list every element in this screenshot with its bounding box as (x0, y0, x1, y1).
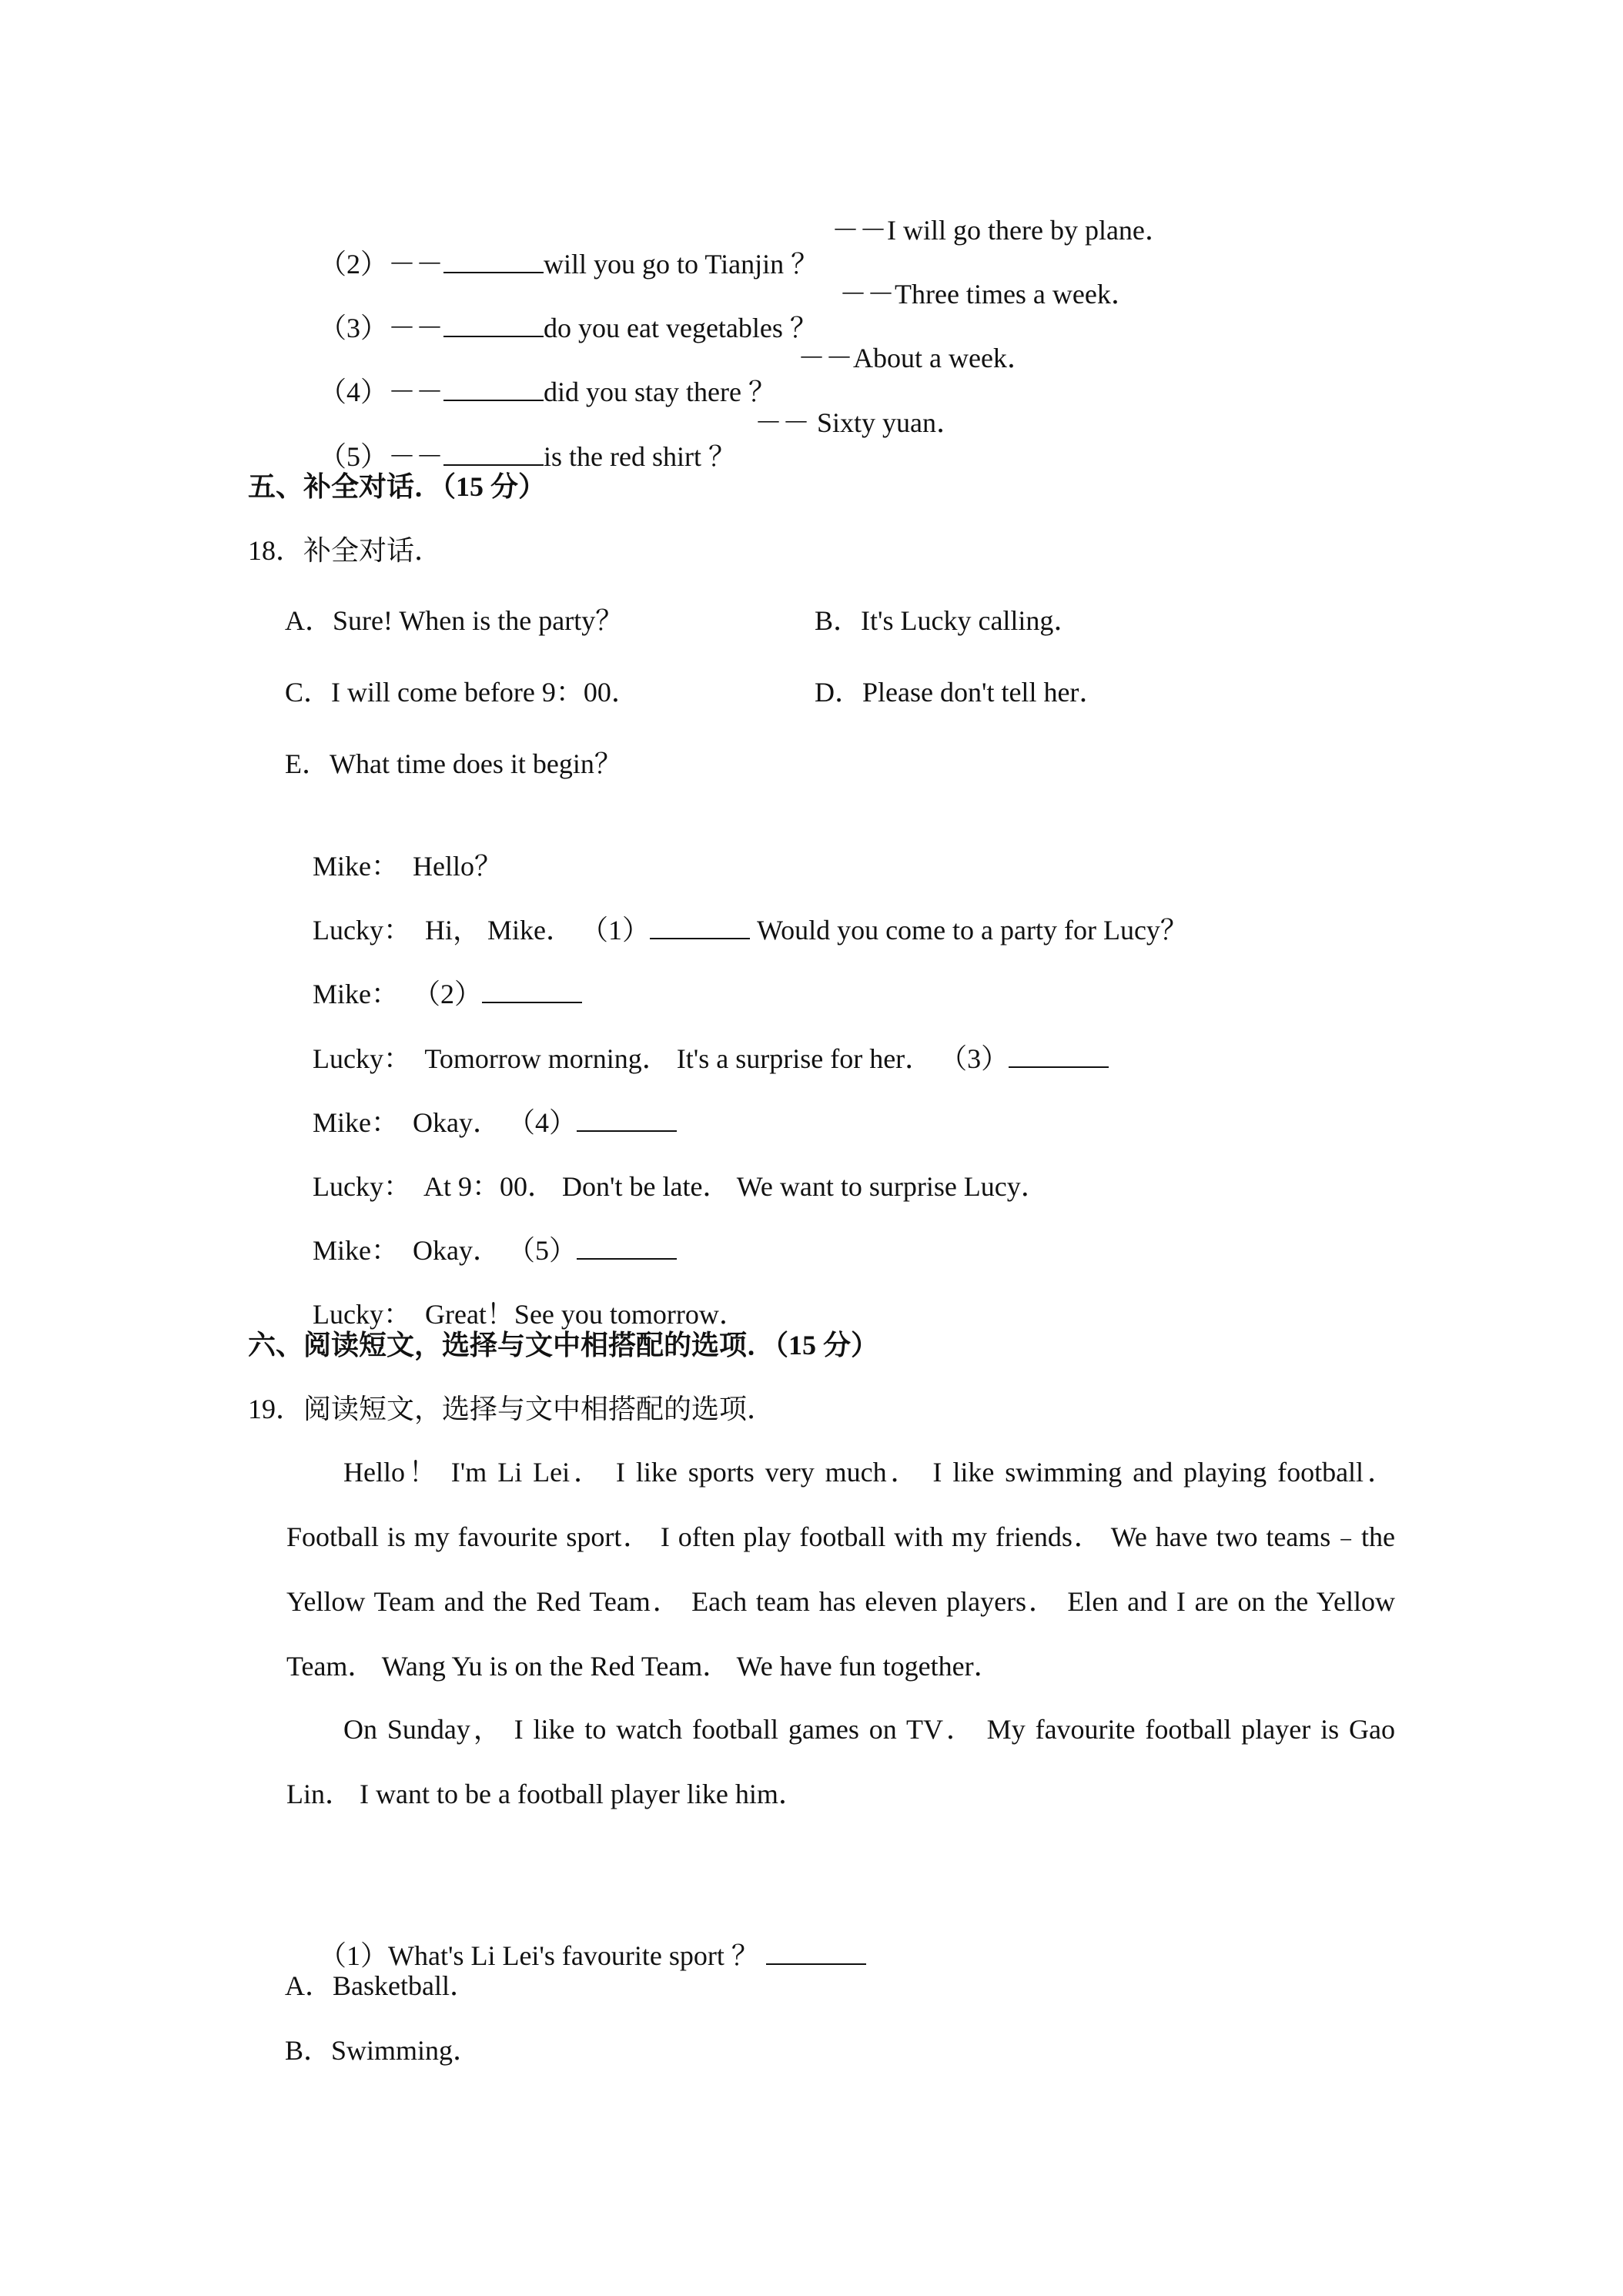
q17-answer-5: －－ Sixty yuan． (755, 407, 965, 438)
speaker: Mike： (313, 1107, 399, 1138)
utterance: Okay． （5） (413, 1235, 577, 1266)
option-b: B．It's Lucky calling． (815, 605, 1082, 636)
speaker: Lucky： (313, 915, 411, 946)
item-number: （2）－－ (319, 249, 444, 279)
answer-blank (577, 1107, 677, 1132)
utterance: （2） (413, 979, 483, 1009)
utterance: Okay． （4） (413, 1107, 577, 1138)
speaker: Lucky： (313, 1299, 411, 1330)
speaker: Mike： (313, 1235, 399, 1266)
utterance-tail: Would you come to a party for Lucy？ (749, 915, 1188, 946)
sub-question-text: （1）What's Li Lei's favourite sport ？ (319, 1940, 759, 1971)
item-question: is the red shirt ？ (544, 441, 736, 472)
answer-blank (443, 377, 544, 401)
q17-answer-2: －－I will go there by plane． (832, 215, 1173, 246)
option-a: A．Sure! When is the party？ (285, 605, 624, 636)
answer-blank (650, 915, 750, 939)
utterance: Hi， Mike． （1） (424, 915, 650, 946)
speaker: Lucky： (313, 1043, 411, 1074)
item-number: （5）－－ (319, 441, 444, 472)
utterance: Great！See you tomorrow． (424, 1299, 747, 1330)
q17-answer-4: －－About a week． (798, 343, 1035, 373)
item-question: will you go to Tianjin ？ (544, 249, 819, 279)
item-number: （4）－－ (319, 377, 444, 407)
question-18-intro: 18．补全对话． (248, 535, 443, 566)
reading-paragraph-2 (286, 1697, 1395, 1826)
utterance: Hello？ (413, 851, 502, 882)
answer-blank (443, 249, 544, 273)
answer-blank (482, 979, 582, 1003)
utterance: At 9：00． Don't be late． We want to surprise Lucy． (423, 1171, 1049, 1202)
item-number: （3）－－ (319, 313, 444, 343)
item-question: did you stay there ？ (544, 377, 776, 407)
reading-paragraph-1 (286, 1440, 1395, 1699)
speaker: Mike： (313, 979, 399, 1009)
option-d: D．Please don't tell her． (815, 677, 1107, 708)
answer-blank (1009, 1043, 1109, 1068)
item-question: do you eat vegetables ？ (544, 313, 818, 343)
paragraph-text: On Sunday， I like to watch football games on TV． My favourite football player is Gao Lin． I want to be a football player like him． (286, 1714, 1395, 1809)
speaker: Lucky： (313, 1171, 411, 1202)
speaker: Mike： (313, 851, 399, 882)
answer-blank (443, 441, 544, 466)
sub-question-1-option-a: A．Basketball． (285, 1970, 477, 2001)
option-c: C．I will come before 9：00． (285, 677, 639, 708)
paragraph-text: Hello！ I'm Li Lei． I like sports very much． I like swimming and playing football． Football is my favourite sport． I often play football with my friends． We have two teams﹣the Yellow Team and the Red Team． Each team has eleven players． Elen and I are on the Yellow Team． Wang Yu is on the Red Team． We have fun together． (286, 1457, 1395, 1682)
section-6-heading: 六、阅读短文，选择与文中相搭配的选项．（15 分） (248, 1330, 879, 1361)
sub-question-1-option-b: B．Swimming． (285, 2035, 481, 2066)
question-19-intro: 19．阅读短文，选择与文中相搭配的选项． (248, 1394, 775, 1424)
answer-blank (443, 313, 544, 337)
utterance: Tomorrow morning． It's a surprise for her． （3） (424, 1043, 1009, 1074)
answer-blank (577, 1235, 677, 1260)
option-e: E．What time does it begin？ (285, 748, 622, 779)
answer-blank (766, 1940, 866, 1965)
q17-answer-3: －－Three times a week． (839, 279, 1139, 310)
section-5-heading: 五、补全对话．（15 分） (248, 471, 547, 502)
